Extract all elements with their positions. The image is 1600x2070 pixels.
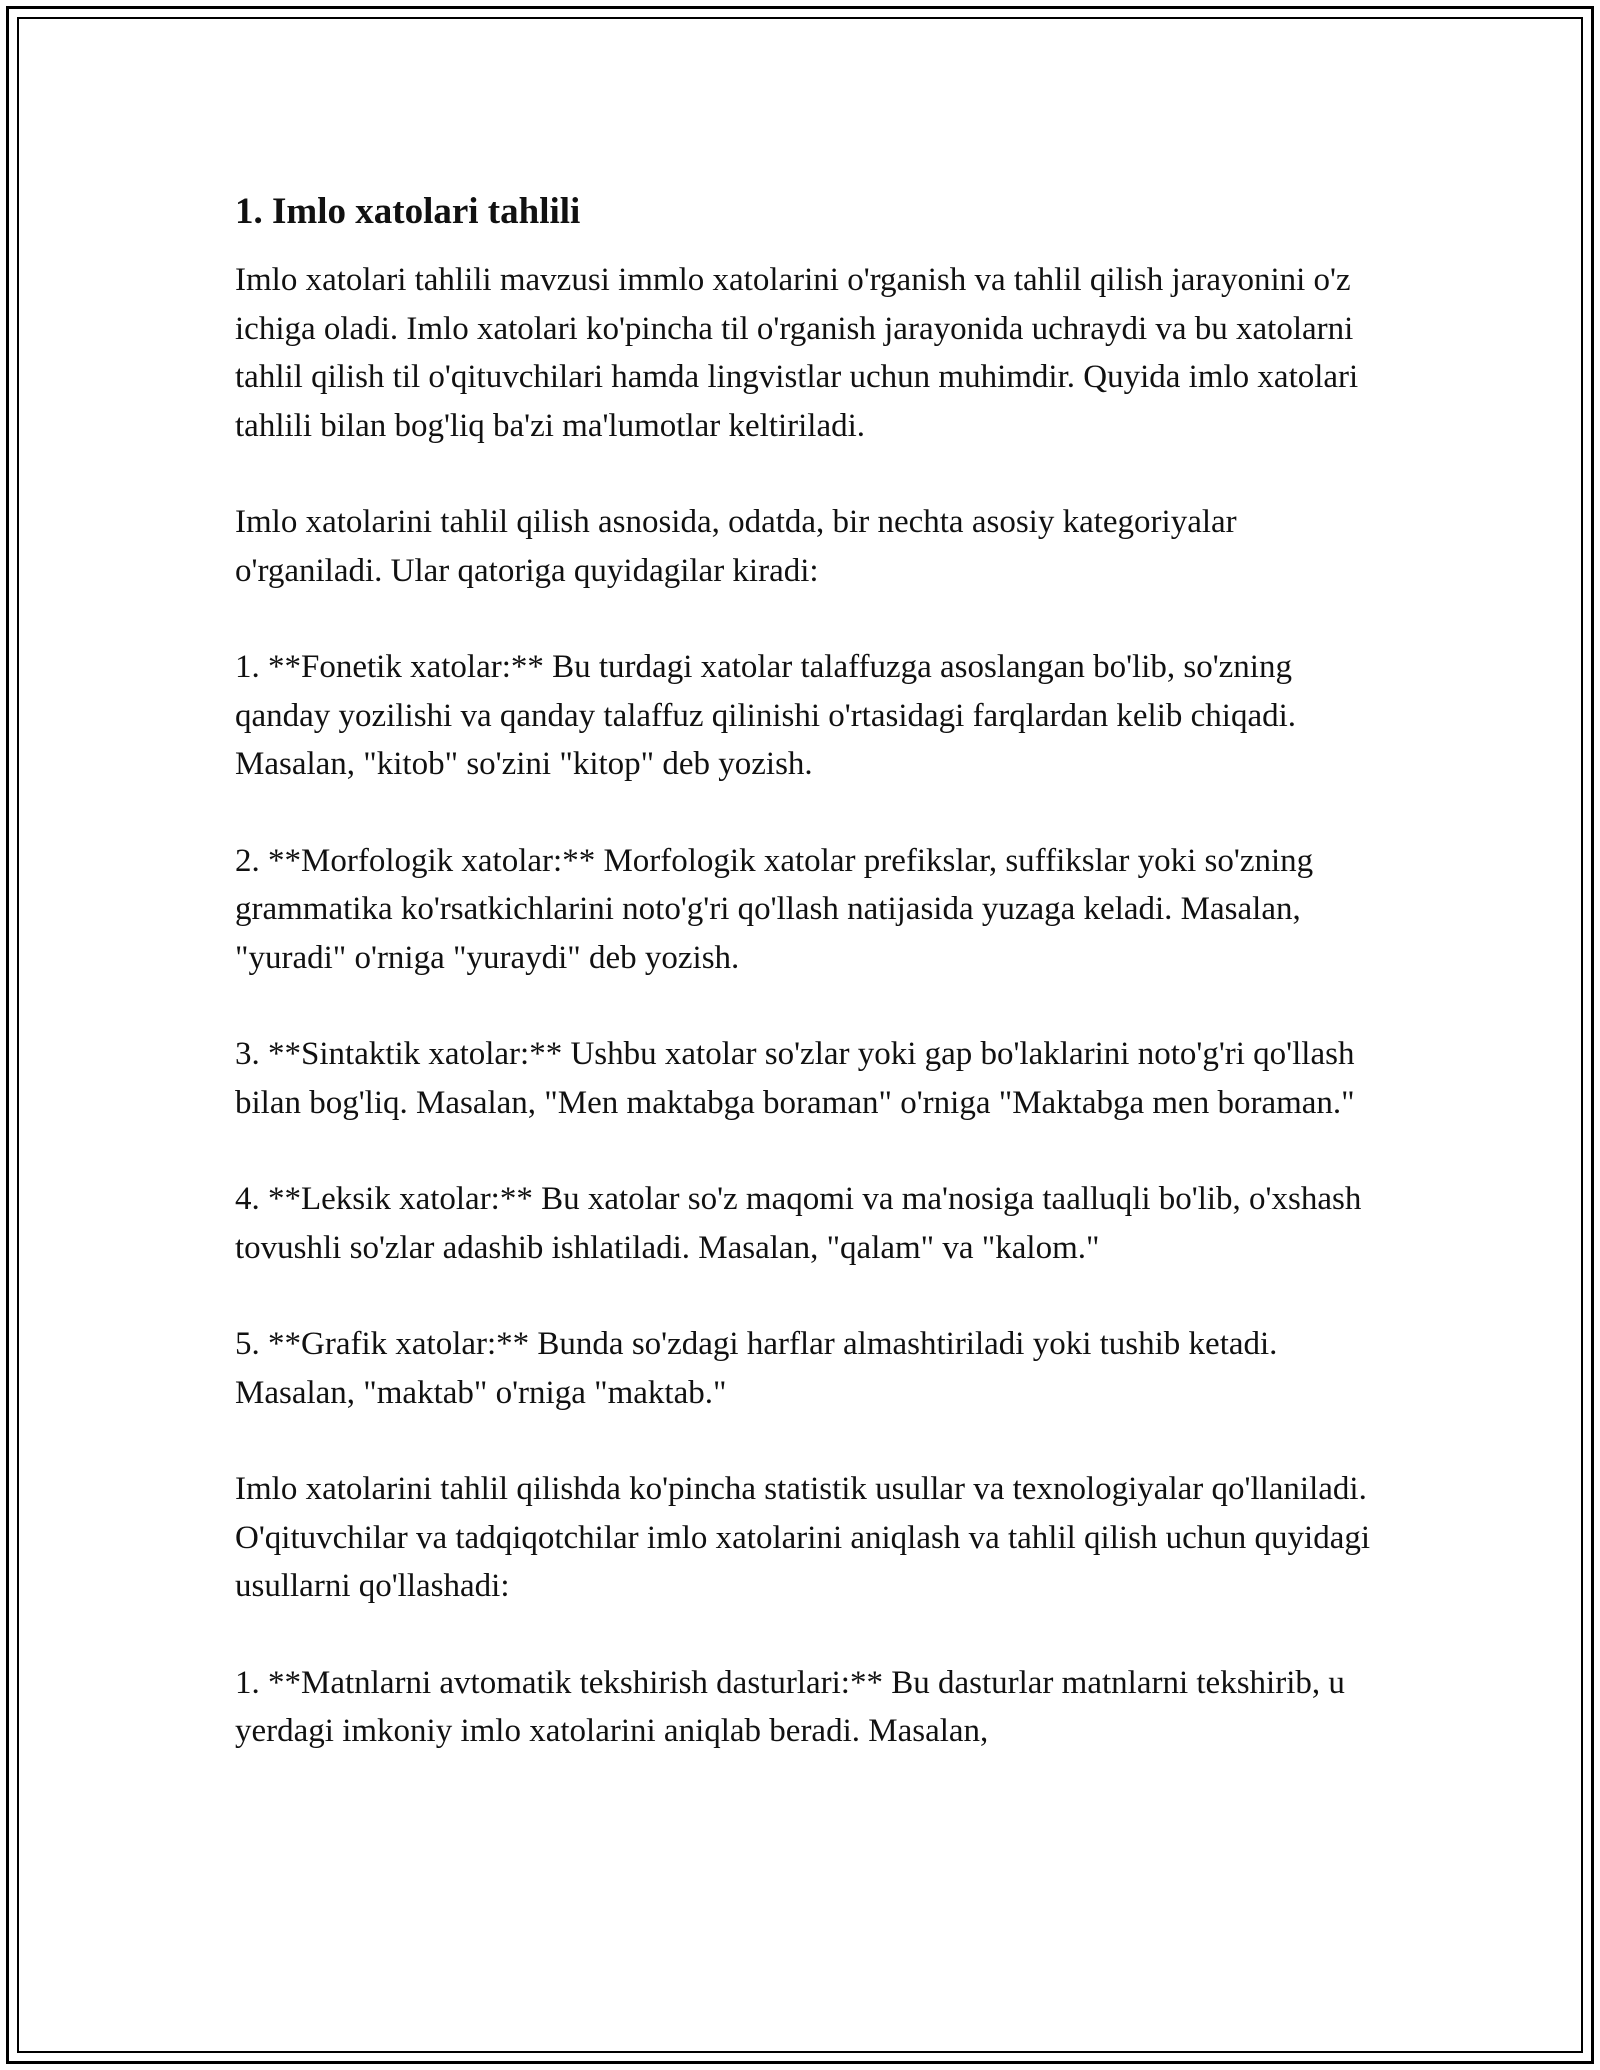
list-item-grafik: 5. **Grafik xatolar:** Bunda so'zdagi harflar almashtiriladi yoki tushib ketadi. Masalan, "maktab" o'rniga "maktab." <box>235 1326 1278 1411</box>
section-heading: 1. Imlo xatolari tahlili <box>235 191 581 232</box>
list-item-fonetik: 1. **Fonetik xatolar:** Bu turdagi xatolar talaffuzga asoslangan bo'lib, so'zning qanday yozilishi va qanday talaffuz qilinishi o'rtasidagi farqlardan kelib chiqadi. Masalan, "kitob" so'zini "kitop" deb yozish. <box>235 649 1297 782</box>
methods-intro-paragraph: Imlo xatolarini tahlil qilishda ko'pincha statistik usullar va texnologiyalar qo'llaniladi. O'qituvchilar va tadqiqotchilar imlo xatolarini aniqlash va tahlil qilish uchun quyidagi usullarni qo'llashadi: <box>235 1471 1371 1604</box>
document-body <box>235 188 1375 1756</box>
list-item-leksik: 4. **Leksik xatolar:** Bu xatolar so'z maqomi va ma'nosiga taalluqli bo'lib, o'xshash tovushli so'zlar adashib ishlatiladi. Masalan, "qalam" va "kalom." <box>235 1181 1362 1266</box>
intro-paragraph: Imlo xatolari tahlili mavzusi immlo xatolarini o'rganish va tahlil qilish jarayonini o'z ichiga oladi. Imlo xatolari ko'pincha til o'rganish jarayonida uchraydi va bu xatolarni tahlil qilish til o'qituvchilari hamda lingvistlar uchun muhimdir. Quyida imlo xatolari tahlili bilan bog'liq ba'zi ma'lumotlar keltiriladi. <box>235 262 1359 444</box>
categories-intro-paragraph: Imlo xatolarini tahlil qilish asnosida, odatda, bir nechta asosiy kategoriyalar o'rganiladi. Ular qatoriga quyidagilar kiradi: <box>235 504 1237 589</box>
list-item-sintaktik: 3. **Sintaktik xatolar:** Ushbu xatolar so'zlar yoki gap bo'laklarini noto'g'ri qo'llash bilan bog'liq. Masalan, "Men maktabga boraman" o'rniga "Maktabga men boraman." <box>235 1036 1355 1121</box>
list-item-morfologik: 2. **Morfologik xatolar:** Morfologik xatolar prefikslar, suffikslar yoki so'zning grammatika ko'rsatkichlarini noto'g'ri qo'llash natijasida yuzaga keladi. Masalan, "yuradi" o'rniga "yuraydi" deb yozish. <box>235 842 1314 976</box>
list-item-avtomatik-tekshirish: 1. **Matnlarni avtomatik tekshirish dasturlari:** Bu dasturlar matnlarni tekshirib, u yerdagi imkoniy imlo xatolarini aniqlab beradi. Masalan, <box>235 1664 1345 1749</box>
